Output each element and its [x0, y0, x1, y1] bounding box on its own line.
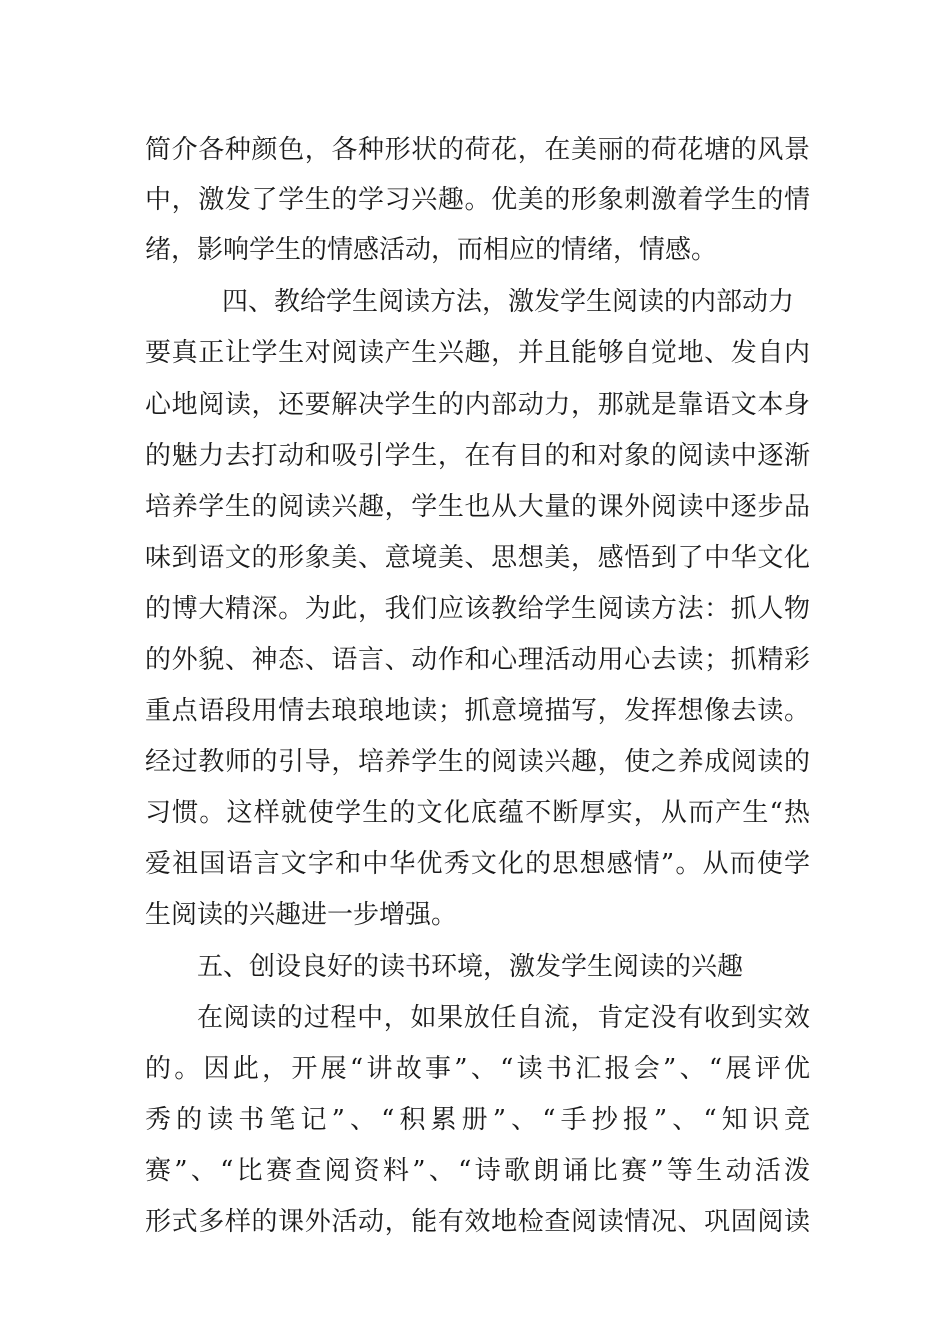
text-line-21: 赛”、“比赛查阅资料”、“诗歌朗诵比赛”等生动活泼 [145, 1156, 810, 1186]
text-line-16: 生阅读的兴趣进一步增强。 [145, 900, 458, 930]
text-line-3: 绪，影响学生的情感活动，而相应的情绪，情感。 [145, 235, 718, 265]
text-line-12: 重点语段用情去琅琅地读；抓意境描写，发挥想像去读。 [145, 696, 810, 726]
text-line-5: 要真正让学生对阅读产生兴趣，并且能够自觉地、发自内 [145, 338, 810, 368]
text-line-22: 形式多样的课外活动，能有效地检查阅读情况、巩固阅读 [145, 1207, 810, 1237]
text-line-2: 中，激发了学生的学习兴趣。优美的形象刺激着学生的情 [145, 185, 810, 215]
section-heading-5: 五、创设良好的读书环境，激发学生阅读的兴趣 [197, 952, 744, 982]
text-line-15: 爱祖国语言文字和中华优秀文化的思想感情”。从而使学 [145, 849, 810, 879]
text-line-19: 的。因此，开展“讲故事”、“读书汇报会”、“展评优 [145, 1054, 810, 1084]
text-line-13: 经过教师的引导，培养学生的阅读兴趣，使之养成阅读的 [145, 747, 810, 777]
text-line-20: 秀的读书笔记”、“积累册”、“手抄报”、“知识竞 [145, 1105, 810, 1135]
text-line-18: 在阅读的过程中，如果放任自流，肯定没有收到实效 [197, 1003, 810, 1033]
text-line-7: 的魅力去打动和吸引学生，在有目的和对象的阅读中逐渐 [145, 441, 810, 471]
section-heading-4: 四、教给学生阅读方法，激发学生阅读的内部动力 [222, 287, 795, 317]
text-line-10: 的博大精深。为此，我们应该教给学生阅读方法：抓人物 [145, 594, 810, 624]
text-line-14: 习惯。这样就使学生的文化底蕴不断厚实，从而产生“热 [145, 798, 810, 828]
text-line-8: 培养学生的阅读兴趣，学生也从大量的课外阅读中逐步品 [145, 492, 810, 522]
text-line-11: 的外貌、神态、语言、动作和心理活动用心去读；抓精彩 [145, 645, 810, 675]
text-line-6: 心地阅读，还要解决学生的内部动力，那就是靠语文本身 [145, 390, 810, 420]
text-line-1: 简介各种颜色，各种形状的荷花，在美丽的荷花塘的风景 [145, 135, 810, 165]
text-line-9: 味到语文的形象美、意境美、思想美，感悟到了中华文化 [145, 543, 810, 573]
